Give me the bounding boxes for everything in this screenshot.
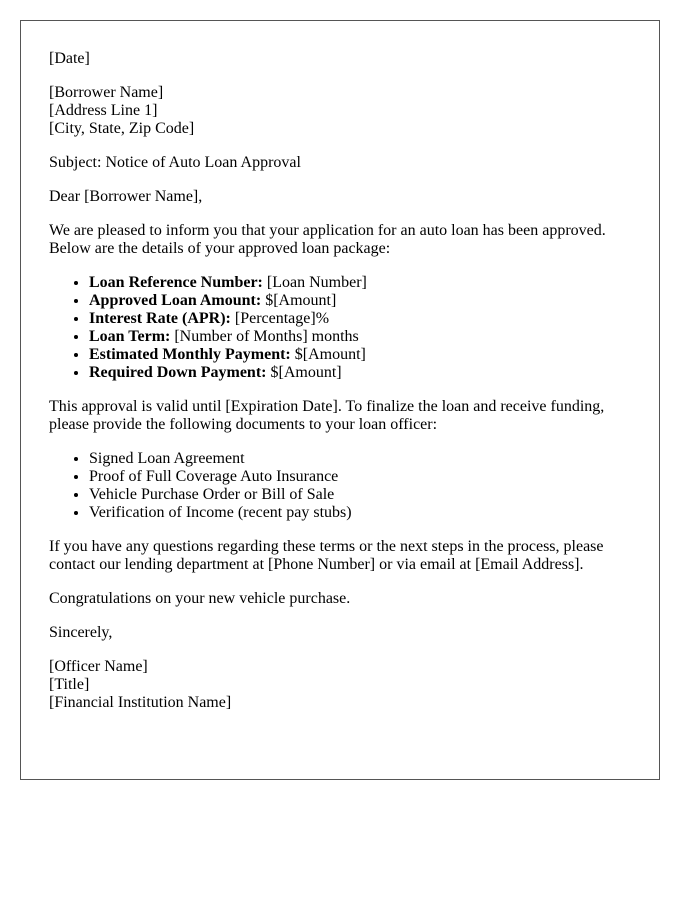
validity-block (49, 398, 631, 434)
subject-block (49, 154, 631, 172)
document-item: • Proof of Full Coverage Auto Insurance (89, 468, 631, 486)
loan-detail-value: [Percentage]% (230, 310, 330, 327)
loan-detail-label: Interest Rate (APR): (89, 310, 231, 327)
loan-details-list (49, 274, 631, 382)
loan-detail-item (89, 292, 631, 310)
document-item: • Verification of Income (recent pay stubs) (89, 504, 631, 522)
closing: Sincerely, (49, 624, 113, 641)
loan-detail-label: Estimated Monthly Payment: (89, 346, 291, 363)
salutation: Dear [Borrower Name], (49, 188, 203, 205)
loan-detail-item (89, 346, 631, 364)
borrower-name: [Borrower Name] (49, 84, 164, 101)
congrats-block (49, 590, 631, 608)
letter-date: [Date] (49, 50, 90, 67)
address-line-1: [Address Line 1] (49, 102, 158, 119)
loan-detail-value: $[Amount] (266, 364, 342, 381)
loan-detail-item (89, 310, 631, 328)
officer-title: [Title] (49, 676, 90, 693)
recipient-address (49, 84, 631, 138)
loan-detail-label: Loan Term: (89, 328, 171, 345)
loan-detail-item (89, 364, 631, 382)
loan-detail-label: Approved Loan Amount: (89, 292, 262, 309)
officer-name: [Officer Name] (49, 658, 148, 675)
questions-block (49, 538, 631, 574)
validity-paragraph: This approval is valid until [Expiration Date]. To finalize the loan and receive funding, please provide the following documents to your loan officer: (49, 398, 605, 433)
salutation-block (49, 188, 631, 206)
letter-page (20, 20, 660, 780)
loan-detail-label: Loan Reference Number: (89, 274, 263, 291)
document-item: • Signed Loan Agreement (89, 450, 631, 468)
intro-paragraph: We are pleased to inform you that your application for an auto loan has been approved. Below are the details of your approved loan package: (49, 222, 606, 257)
intro-block (49, 222, 631, 258)
signature-block (49, 658, 631, 712)
loan-detail-value: [Number of Months] months (170, 328, 359, 345)
address-city: [City, State, Zip Code] (49, 120, 195, 137)
required-documents-list (49, 450, 631, 522)
institution-name: [Financial Institution Name] (49, 694, 232, 711)
questions-paragraph: If you have any questions regarding these terms or the next steps in the process, please contact our lending department at [Phone Number] or via email at [Email Address]. (49, 538, 604, 573)
date-block (49, 50, 631, 68)
subject-line: Subject: Notice of Auto Loan Approval (49, 154, 301, 171)
loan-detail-item (89, 274, 631, 292)
loan-detail-value: $[Amount] (290, 346, 366, 363)
closing-block (49, 624, 631, 642)
loan-detail-value: $[Amount] (261, 292, 337, 309)
loan-detail-label: Required Down Payment: (89, 364, 267, 381)
loan-detail-value: [Loan Number] (262, 274, 367, 291)
document-item: • Vehicle Purchase Order or Bill of Sale (89, 486, 631, 504)
loan-detail-item (89, 328, 631, 346)
congrats-paragraph: Congratulations on your new vehicle purchase. (49, 590, 351, 607)
